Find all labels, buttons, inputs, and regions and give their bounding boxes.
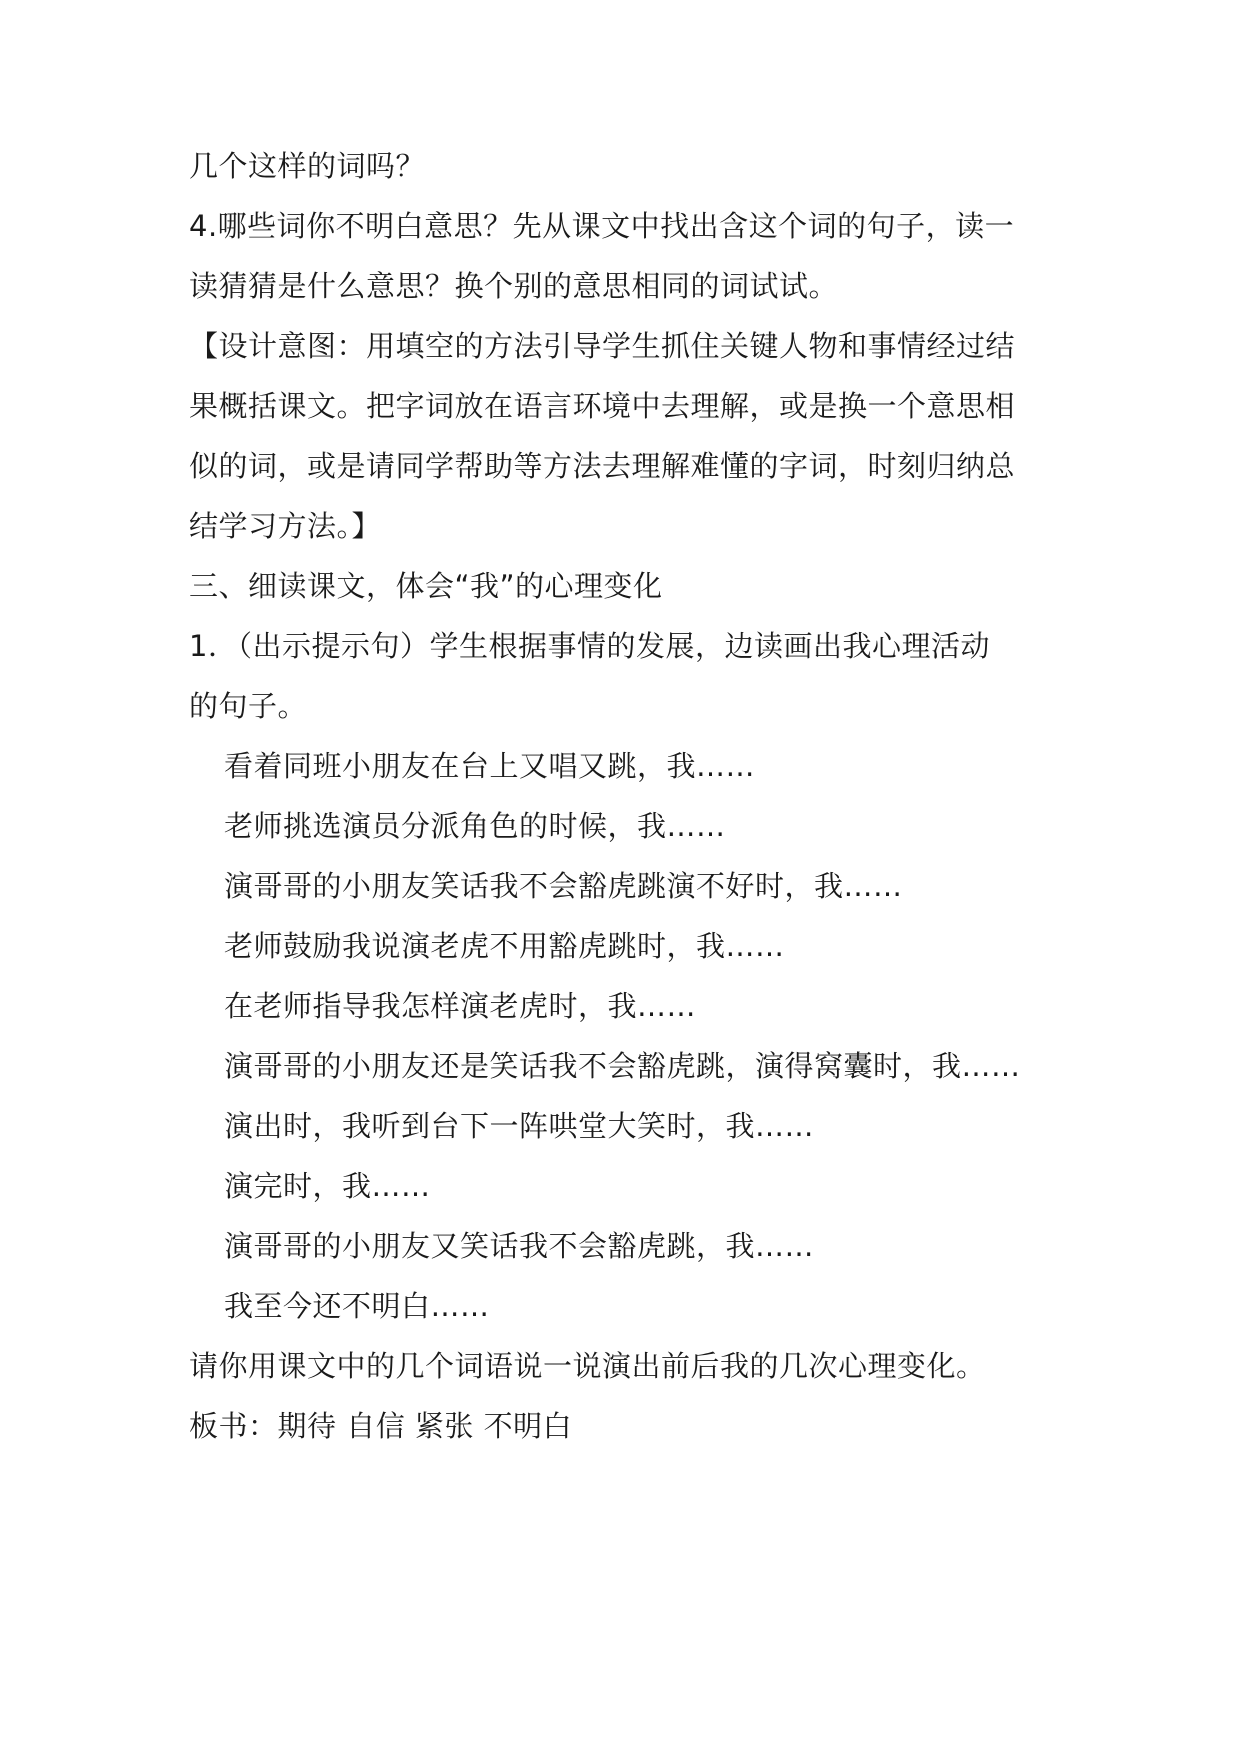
prompt-sentence: 老师挑选演员分派角色的时候，我……	[224, 809, 726, 843]
text-line-question-4-cont: 读猜猜是什么意思？换个别的意思相同的词试试。	[189, 269, 839, 303]
closing-question: 请你用课文中的几个词语说一说演出前后我的几次心理变化。	[189, 1349, 986, 1383]
instruction-line-1: 1．（出示提示句）学生根据事情的发展，边读画出我心理活动	[189, 629, 990, 663]
instruction-line-2: 的句子。	[189, 689, 308, 723]
prompt-sentence: 老师鼓励我说演老虎不用豁虎跳时，我……	[224, 929, 785, 963]
prompt-sentence: 演哥哥的小朋友还是笑话我不会豁虎跳，演得窝囊时，我……	[224, 1049, 1021, 1083]
design-intent-line-1: 【设计意图：用填空的方法引导学生抓住关键人物和事情经过结	[189, 329, 1016, 363]
prompt-sentence: 我至今还不明白……	[224, 1289, 490, 1323]
prompt-sentence: 在老师指导我怎样演老虎时，我……	[224, 989, 697, 1023]
prompt-sentence: 演完时，我……	[224, 1169, 431, 1203]
text-line-question-4: 4.哪些词你不明白意思？先从课文中找出含这个词的句子，读一	[189, 209, 1015, 243]
design-intent-line-4: 结学习方法。】	[189, 509, 382, 543]
design-intent-line-2: 果概括课文。把字词放在语言环境中去理解，或是换一个意思相	[189, 389, 1016, 423]
prompt-sentence: 演哥哥的小朋友又笑话我不会豁虎跳，我……	[224, 1229, 815, 1263]
text-line-continuation: 几个这样的词吗？	[189, 149, 426, 183]
blackboard-notes: 板书：期待 自信 紧张 不明白	[189, 1409, 573, 1443]
prompt-sentence: 演哥哥的小朋友笑话我不会豁虎跳演不好时，我……	[224, 869, 903, 903]
design-intent-line-3: 似的词，或是请同学帮助等方法去理解难懂的字词，时刻归纳总	[189, 449, 1016, 483]
prompt-sentence: 演出时，我听到台下一阵哄堂大笑时，我……	[224, 1109, 815, 1143]
section-heading: 三、细读课文，体会“我”的心理变化	[189, 569, 663, 603]
prompt-sentence: 看着同班小朋友在台上又唱又跳，我……	[224, 749, 756, 783]
